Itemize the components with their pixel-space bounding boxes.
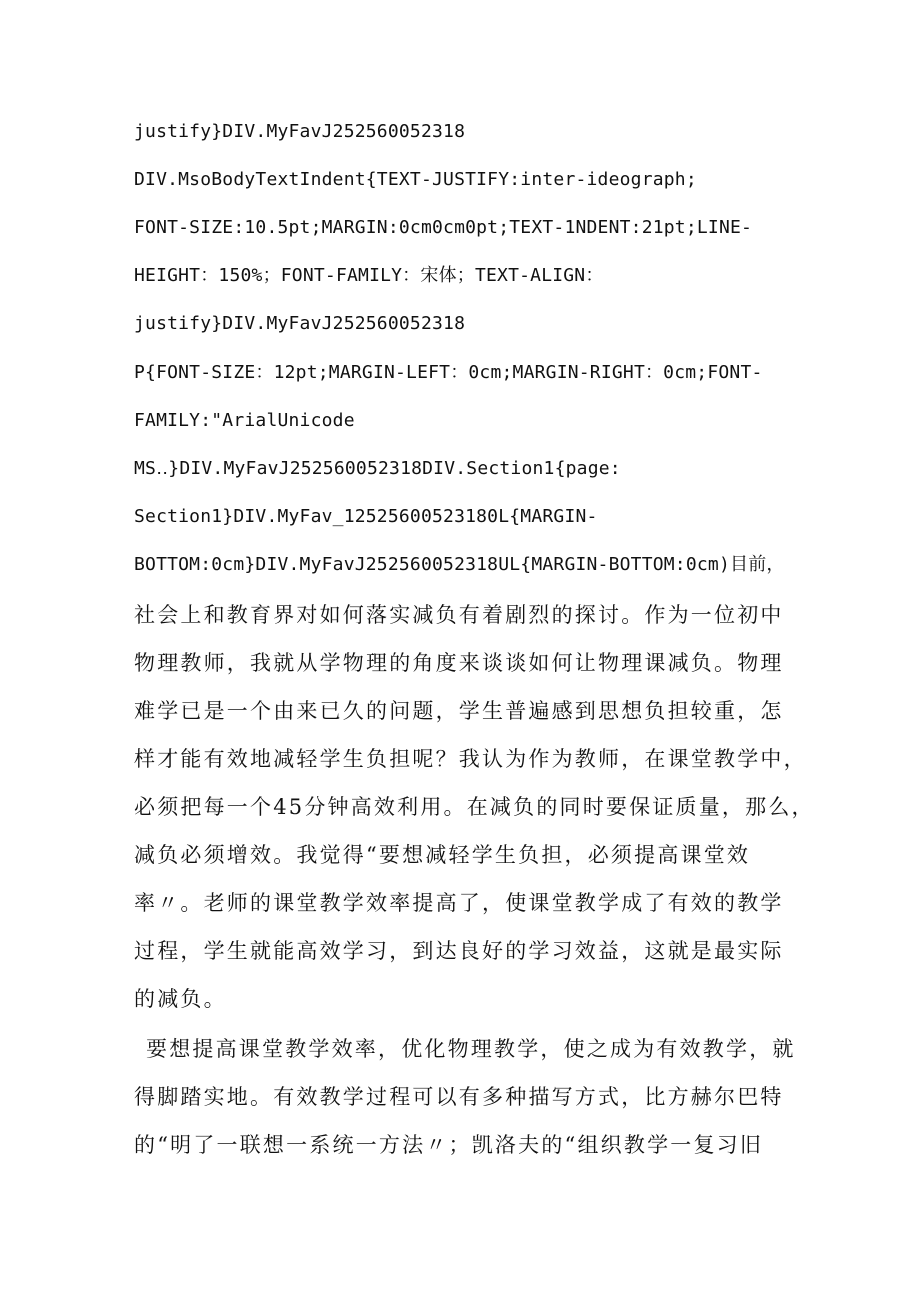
paragraph-line: 得脚踏实地。有效教学过程可以有多种描写方式，比方赫尔巴特 — [134, 1085, 784, 1109]
css-code-line: justify}DIV.MyFavJ252560052318 — [134, 313, 466, 334]
paragraph-line: 减负必须增效。我觉得“要想减轻学生负担，必须提高课堂效 — [134, 843, 751, 867]
body-paragraph-1 — [134, 591, 815, 1023]
css-code-line: BOTTOM:0cm}DIV.MyFavJ252560052318UL{MARGIN-BOTTOM:0cm)目前， — [134, 554, 785, 575]
paragraph-line: 难学已是一个由来已久的问题，学生普遍感到思想负担较重，怎 — [134, 699, 784, 723]
paragraph-line: 率〃。老师的课堂教学效率提高了，使课堂教学成了有效的教学 — [134, 891, 784, 915]
css-code-line: FONT-SIZE:10.5pt;MARGIN:0cm0cm0pt;TEXT-1NDENT:21pt;LINE- — [134, 217, 753, 238]
paragraph-line: 样才能有效地减轻学生负担呢？我认为作为教师，在课堂教学中， — [134, 747, 807, 771]
css-code-line: justify}DIV.MyFavJ252560052318 — [134, 121, 466, 142]
css-code-line: FAMILY:"ArialUnicode — [134, 410, 355, 431]
css-code-line: HEIGHT：150%；FONT-FAMILY：宋体；TEXT-ALIGN： — [134, 265, 604, 286]
paragraph-line: 必须把每一个45分钟高效利用。在减负的同时要保证质量，那么， — [134, 795, 815, 819]
body-paragraph-2 — [134, 1025, 806, 1169]
paragraph-line: 社会上和教育界对如何落实减负有着剧烈的探讨。作为一位初中 — [134, 603, 784, 627]
css-code-line: Section1}DIV.MyFav_12525600523180L{MARGIN- — [134, 506, 598, 527]
css-code-line: MS‥}DIV.MyFavJ252560052318DIV.Section1{page: — [134, 458, 621, 479]
paragraph-line: 物理教师，我就从学物理的角度来谈谈如何让物理课减负。物理 — [134, 651, 784, 675]
paragraph-line: 要想提高课堂教学效率，优化物理教学，使之成为有效教学，就 — [146, 1037, 796, 1061]
paragraph-line: 的“明了一联想一系统一方法〃；凯洛夫的“组织教学一复习旧 — [134, 1133, 764, 1157]
css-code-line: DIV.MsoBodyTextIndent{TEXT-JUSTIFY:inter-ideograph; — [134, 169, 697, 190]
paragraph-line: 过程，学生就能高效学习，到达良好的学习效益，这就是最实际 — [134, 939, 784, 963]
css-code-line: P{FONT-SIZE：12pt;MARGIN-LEFT：0cm;MARGIN-RIGHT：0cm;FONT- — [134, 362, 763, 383]
paragraph-line: 的减负。 — [134, 987, 227, 1011]
